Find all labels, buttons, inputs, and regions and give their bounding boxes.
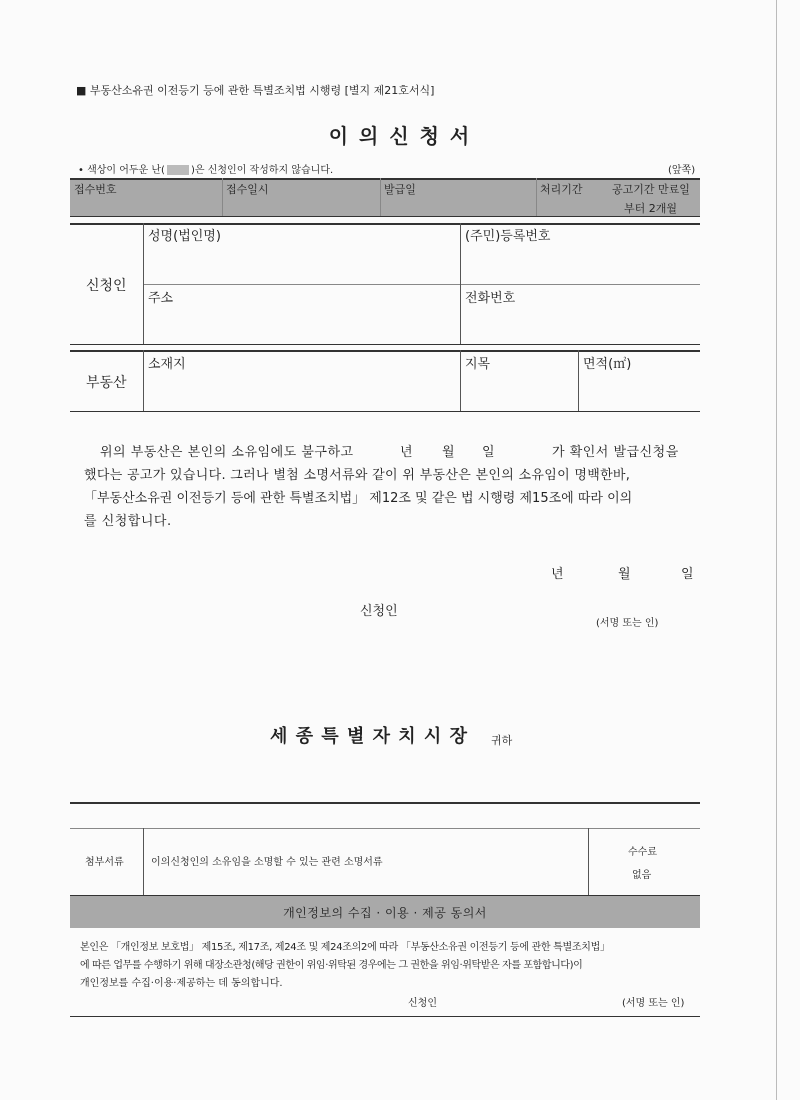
addressee-suffix: 귀하: [491, 734, 513, 747]
issue-date-label: 발급일: [384, 183, 416, 196]
scan-edge: [776, 0, 777, 1100]
applicant-signature-label: 신청인: [360, 604, 398, 619]
statement-year: 년: [400, 445, 414, 460]
consent-line-2: 에 따른 업무를 수행하기 위해 대장소관청(해당 권한이 위임·위탁된 경우에는 그 권한을 위임·위탁받은 자를 포함합니다)이: [80, 960, 583, 971]
location-field[interactable]: 소재지: [148, 357, 186, 372]
statement-line-1b: 가 확인서 발급신청을: [552, 445, 679, 460]
addressee-name: 세 종 특 별 자 치 시 장: [270, 726, 468, 747]
consent-signature-note: (서명 또는 인): [622, 998, 685, 1009]
fee-value: 없음: [632, 870, 652, 881]
applicant-section-label: 신청인: [86, 278, 127, 294]
phone-field[interactable]: 전화번호: [465, 291, 516, 306]
sign-day: 일: [681, 567, 694, 582]
dark-field-note: [78, 161, 333, 176]
processing-period-label: 처리기간: [540, 183, 583, 196]
regulation-reference: ■ 부동산소유권 이전등기 등에 관한 특별조치법 시행령 [별지 제21호서식]: [76, 84, 435, 97]
registration-number-field[interactable]: (주민)등록번호: [465, 229, 551, 244]
consent-line-3: 개인정보를 수집·이용·제공하는 데 동의합니다.: [80, 978, 283, 989]
consent-applicant-label: 신청인: [408, 998, 437, 1009]
fee-label: 수수료: [628, 847, 657, 858]
page-side-label: (앞쪽): [668, 165, 696, 176]
signature-note: (서명 또는 인): [596, 618, 659, 629]
statement-line-3: 「부동산소유권 이전등기 등에 관한 특별조치법」 제12조 및 같은 법 시행령 제15조에 따라 이의: [84, 491, 633, 506]
statement-line-1a: 위의 부동산은 본인의 소유임에도 불구하고: [100, 445, 354, 460]
land-category-field[interactable]: 지목: [465, 357, 491, 372]
statement-day: 일: [482, 445, 496, 460]
dark-field-note-prefix: • 색상이 어두운 난(: [78, 165, 165, 176]
dark-swatch: [167, 165, 189, 175]
processing-period-value-1: 공고기간 만료일: [612, 183, 690, 196]
sign-year: 년: [551, 567, 564, 582]
dark-field-note-suffix: )은 신청인이 작성하지 않습니다.: [190, 165, 334, 176]
statement-line-2: 했다는 공고가 있습니다. 그러나 별첨 소명서류와 같이 위 부동산은 본인의 소유임이 명백한바,: [84, 468, 631, 483]
property-section-label: 부동산: [86, 375, 127, 391]
address-field[interactable]: 주소: [148, 291, 174, 306]
page-title: 이 의 신 청 서: [328, 124, 472, 148]
statement-line-4: 를 신청합니다.: [84, 514, 172, 529]
receipt-date-label: 접수일시: [226, 183, 269, 196]
consent-line-1: 본인은 「개인정보 보호법」 제15조, 제17조, 제24조 및 제24조의2에 따라 「부동산소유권 이전등기 등에 관한 특별조치법」: [80, 942, 610, 953]
applicant-name-field[interactable]: 성명(법인명): [148, 229, 221, 244]
area-field[interactable]: 면적(㎡): [583, 357, 632, 372]
attachments-label: 첨부서류: [85, 857, 124, 868]
statement-month: 월: [442, 445, 456, 460]
sign-month: 월: [618, 567, 631, 582]
attachments-content: 이의신청인의 소유임을 소명할 수 있는 관련 소명서류: [151, 857, 383, 868]
processing-period-value-2: 부터 2개월: [624, 202, 677, 215]
consent-header: 개인정보의 수집 · 이용 · 제공 동의서: [283, 906, 487, 920]
receipt-number-label: 접수번호: [74, 183, 117, 196]
